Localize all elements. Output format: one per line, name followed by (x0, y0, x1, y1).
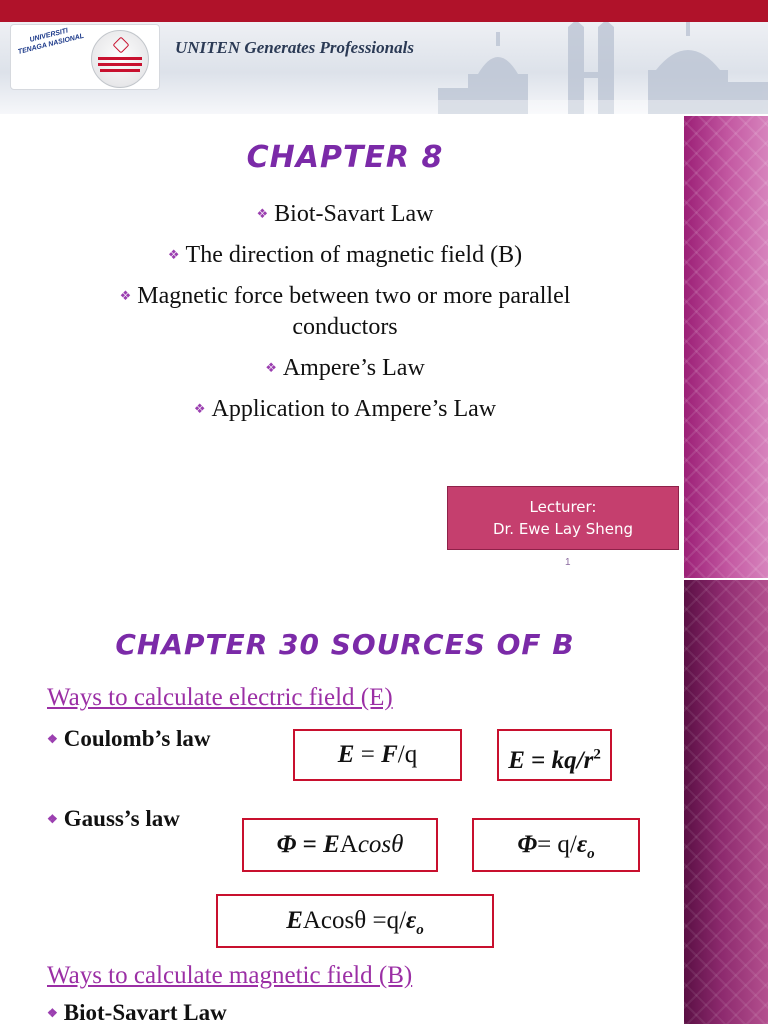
logo-text: UNIVERSITI TENAGA NASIONAL (17, 27, 85, 56)
list-item: ❖ Ampere’s Law (265, 355, 425, 381)
chapter-title: CHAPTER 8 (246, 140, 444, 175)
equation-gauss-flux: Φ = EAcosθ (242, 818, 438, 872)
equation-combined: $EAcos\theta =q/\varepsilon_o$ (216, 894, 494, 948)
equation-coulomb-k: $E = kq/r^2$ (497, 729, 612, 781)
top-red-bar (0, 0, 768, 22)
list-item: ❖ The direction of magnetic field (B) (167, 242, 523, 268)
equation-gauss-charge: $\Phi= q/\varepsilon_o$ (472, 818, 640, 872)
diamond-bullet-icon: ❖ (193, 401, 206, 416)
diamond-bullet-icon: ❖ (47, 1006, 58, 1020)
decorative-sidebar (684, 116, 768, 578)
slide-2 (0, 580, 768, 1024)
equation-coulomb-force: E = F/q (293, 729, 462, 781)
diamond-bullet-icon: ❖ (167, 247, 180, 262)
diamond-bullet-icon: ❖ (265, 360, 277, 375)
diamond-bullet-icon: ❖ (119, 288, 132, 303)
lecturer-label: Lecturer: (529, 498, 597, 516)
diamond-bullet-icon: ❖ (47, 812, 58, 826)
header-tagline: UNITEN Generates Professionals (175, 38, 414, 57)
diamond-bullet-icon: ❖ (256, 206, 269, 221)
topic-list (0, 198, 690, 434)
logo-seal-icon (91, 30, 149, 88)
city-skyline-icon (438, 22, 768, 114)
magnetic-field-heading: Ways to calculate magnetic field (B) (47, 962, 413, 989)
header-band (0, 22, 768, 114)
diamond-bullet-icon: ❖ (47, 732, 58, 746)
page-number: 1 (565, 557, 571, 568)
lecturer-name: Dr. Ewe Lay Sheng (492, 520, 634, 538)
seal-emblem-icon (113, 37, 130, 54)
biot-savart-label: ❖ Biot-Savart Law (47, 1000, 227, 1025)
list-item: ❖ Application to Ampere’s Law (193, 396, 497, 422)
list-item: ❖ Magnetic force between two or more parallel conductors (119, 283, 571, 340)
lecturer-box (447, 486, 679, 550)
coulomb-law-label: ❖ Coulomb’s law (47, 726, 211, 751)
chapter-title: CHAPTER 30 SOURCES OF B (115, 628, 575, 661)
gauss-law-label: ❖ Gauss’s law (47, 806, 180, 831)
decorative-sidebar (684, 580, 768, 1024)
uniten-logo (10, 24, 160, 90)
electric-field-heading: Ways to calculate electric field (E) (47, 684, 393, 711)
list-item: ❖ Biot-Savart Law (256, 201, 434, 227)
